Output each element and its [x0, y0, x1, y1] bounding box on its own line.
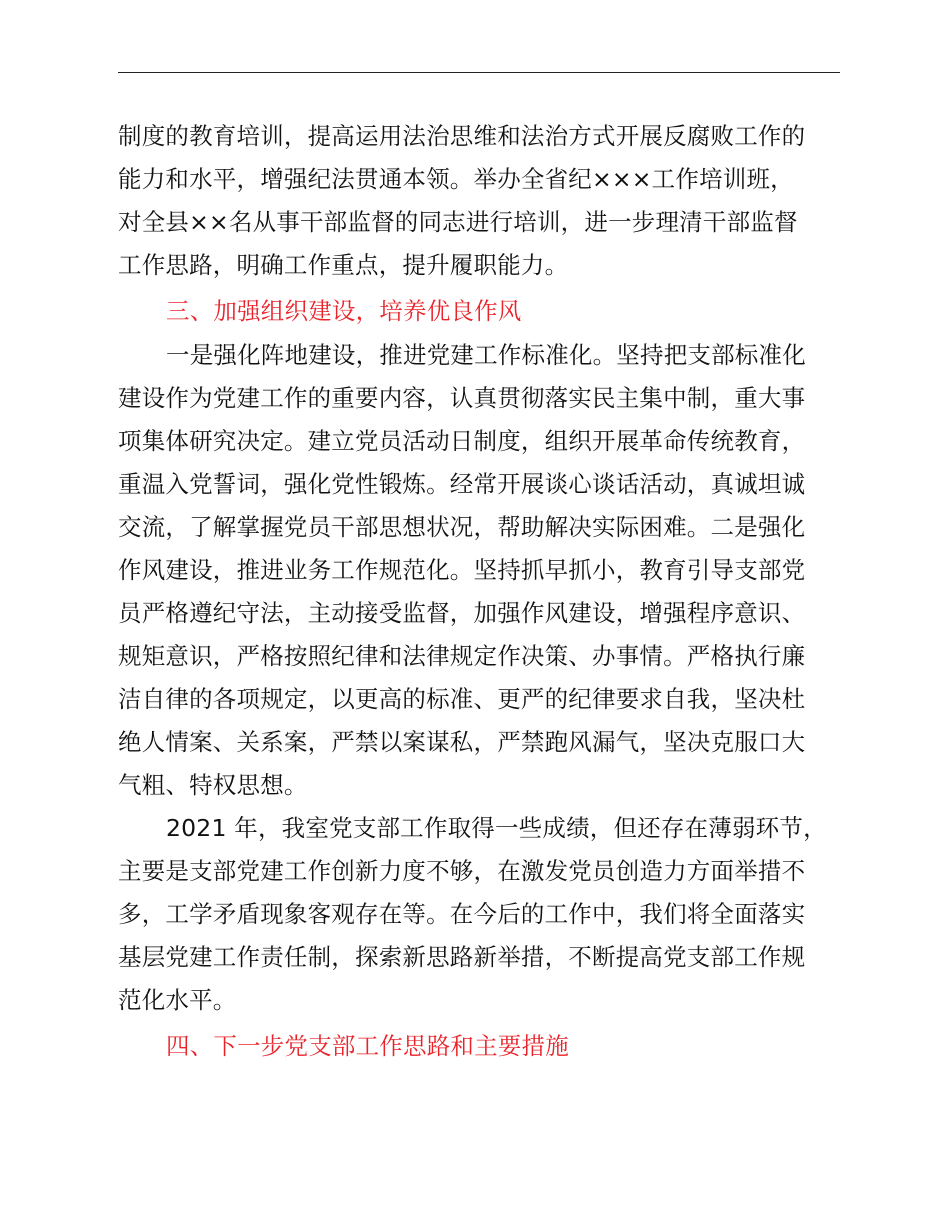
- paragraph-line: 气粗、特权思想。: [118, 771, 308, 799]
- paragraph-line: 一是强化阵地建设，推进党建工作标准化。坚持把支部标准化: [166, 341, 806, 369]
- paragraph-line: 制度的教育培训，提高运用法治思维和法治方式开展反腐败工作的: [118, 122, 806, 150]
- paragraph-line: 建设作为党建工作的重要内容，认真贯彻落实民主集中制，重大事: [118, 384, 806, 412]
- paragraph-line: 范化水平。: [118, 986, 237, 1014]
- paragraph-line: 能力和水平，增强纪法贯通本领。举办全省纪×××工作培训班，: [118, 165, 794, 193]
- paragraph-line: 规矩意识，严格按照纪律和法律规定作决策、办事情。严格执行廉: [118, 642, 806, 670]
- paragraph-line: 工作思路，明确工作重点，提升履职能力。: [118, 251, 569, 279]
- paragraph-line: 对全县××名从事干部监督的同志进行培训，进一步理清干部监督: [118, 208, 798, 236]
- paragraph-line: 绝人情案、关系案，严禁以案谋私，严禁跑风漏气，坚决克服口大: [118, 728, 806, 756]
- paragraph-line: 多，工学矛盾现象客观存在等。在今后的工作中，我们将全面落实: [118, 900, 806, 928]
- section-heading-4: 四、下一步党支部工作思路和主要措施: [166, 1032, 569, 1060]
- paragraph-line: 作风建设，推进业务工作规范化。坚持抓早抓小，教育引导支部党: [118, 556, 806, 584]
- paragraph-line: 基层党建工作责任制，探索新思路新举措，不断提高党支部工作规: [118, 943, 806, 971]
- header-rule: [118, 72, 840, 73]
- paragraph-line: 项集体研究决定。建立党员活动日制度，组织开展革命传统教育，: [118, 427, 806, 455]
- paragraph-line: 主要是支部党建工作创新力度不够，在激发党员创造力方面举措不: [118, 857, 806, 885]
- paragraph-line: 重温入党誓词，强化党性锻炼。经常开展谈心谈话活动，真诚坦诚: [118, 470, 806, 498]
- section-heading-3: 三、加强组织建设，培养优良作风: [166, 297, 522, 325]
- paragraph-line: 2021 年，我室党支部工作取得一些成绩，但还存在薄弱环节，: [166, 814, 827, 842]
- paragraph-line: 交流，了解掌握党员干部思想状况，帮助解决实际困难。二是强化: [118, 513, 806, 541]
- paragraph-line: 员严格遵纪守法，主动接受监督，加强作风建设，增强程序意识、: [118, 599, 806, 627]
- paragraph-line: 洁自律的各项规定，以更高的标准、更严的纪律要求自我，坚决杜: [118, 685, 806, 713]
